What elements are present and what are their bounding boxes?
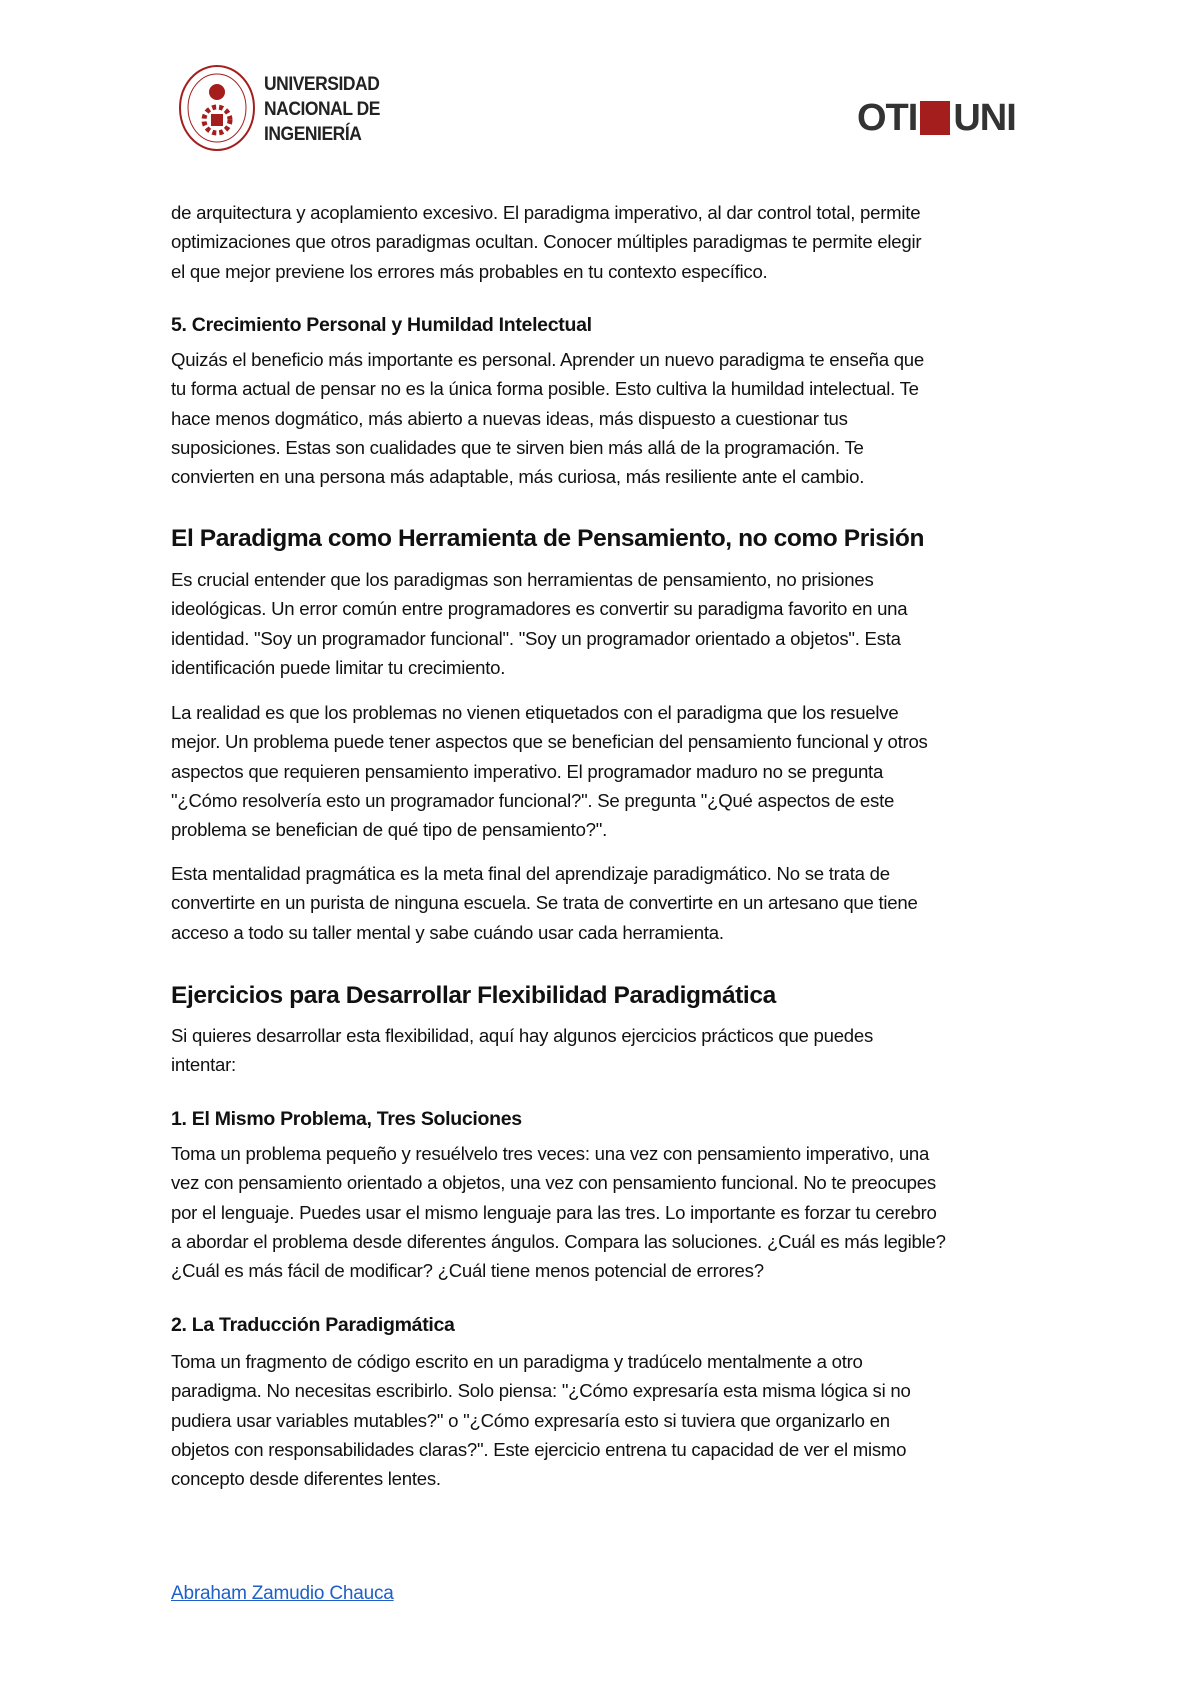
text-line: hace menos dogmático, más abierto a nuevas ideas, más dispuesto a cuestionar tus: [171, 407, 848, 429]
text-line: "¿Cómo resolvería esto un programador funcional?". Se pregunta "¿Qué aspectos de este: [171, 789, 895, 811]
oti-uni-logo: [857, 96, 1016, 139]
text-line: mejor. Un problema puede tener aspectos que se benefician del pensamiento funcional y otros: [171, 731, 928, 753]
paragraph: [171, 1139, 1041, 1285]
text-line: el que mejor previene los errores más probables en tu contexto específico.: [171, 260, 768, 282]
text-line: La realidad es que los problemas no vienen etiquetados con el paradigma que los resuelve: [171, 702, 899, 723]
logo-line: NACIONAL DE: [264, 99, 381, 120]
text-line: de arquitectura y acoplamiento excesivo. El paradigma imperativo, al dar control total, permite: [171, 202, 921, 223]
paragraph: [171, 198, 1041, 286]
text-line: concepto desde diferentes lentes.: [171, 1468, 441, 1490]
text-line: Esta mentalidad pragmática es la meta final del aprendizaje paradigmático. No se trata de: [171, 863, 890, 884]
text-line: a abordar el problema desde diferentes ángulos. Compara las soluciones. ¿Cuál es más legible?: [171, 1230, 946, 1252]
university-seal-icon: [178, 64, 256, 152]
text-line: Toma un problema pequeño y resuélvelo tres veces: una vez con pensamiento imperativo, una: [171, 1143, 930, 1164]
paragraph: [171, 1021, 1041, 1080]
logo-line: INGENIERÍA: [264, 124, 362, 145]
paragraph: [171, 859, 1041, 947]
paragraph: [171, 698, 1041, 844]
text-line: identidad. "Soy un programador funcional". "Soy un programador orientado a objetos". Esta: [171, 627, 901, 649]
section-title: El Paradigma como Herramienta de Pensamiento, no como Prisión: [171, 525, 925, 552]
text-line: problema se benefician de qué tipo de pensamiento?".: [171, 819, 608, 841]
section-heading: 1. El Mismo Problema, Tres Soluciones: [171, 1108, 522, 1130]
text-line: objetos con responsabilidades claras?". Este ejercicio entrena tu capacidad de ver el mismo: [171, 1438, 907, 1460]
text-line: convierten en una persona más adaptable, más curiosa, más resiliente ante el cambio.: [171, 466, 865, 488]
text-line: aspectos que requieren pensamiento imperativo. El programador maduro no se pregunta: [171, 760, 884, 782]
text-line: ideológicas. Un error común entre programadores es convertir su paradigma favorito en una: [171, 598, 908, 620]
section-title: Ejercicios para Desarrollar Flexibilidad Paradigmática: [171, 982, 776, 1009]
text-line: Es crucial entender que los paradigmas son herramientas de pensamiento, no prisiones: [171, 569, 874, 590]
text-line: Toma un fragmento de código escrito en un paradigma y tradúcelo mentalmente a otro: [171, 1351, 863, 1372]
paragraph: [171, 1347, 1041, 1493]
university-name-logo: [264, 72, 380, 147]
section-heading: 5. Crecimiento Personal y Humildad Intelectual: [171, 314, 592, 336]
oti-logo-mark-icon: [920, 101, 950, 135]
paragraph: [171, 565, 1041, 682]
text-line: ¿Cuál es más fácil de modificar? ¿Cuál tiene menos potencial de errores?: [171, 1260, 764, 1282]
text-line: convertirte en un purista de ninguna escuela. Se trata de convertirte en un artesano que tiene: [171, 892, 918, 914]
oti-logo-left: OTI: [857, 96, 918, 139]
text-line: Si quieres desarrollar esta flexibilidad, aquí hay algunos ejercicios prácticos que puedes: [171, 1025, 874, 1046]
text-line: intentar:: [171, 1054, 236, 1076]
text-line: tu forma actual de pensar no es la única forma posible. Esto cultiva la humildad intelectual. Te: [171, 378, 919, 400]
text-line: suposiciones. Estas son cualidades que te sirven bien más allá de la programación. Te: [171, 436, 864, 458]
author-link[interactable]: Abraham Zamudio Chauca: [171, 1583, 394, 1604]
text-line: por el lenguaje. Puedes usar el mismo lenguaje para las tres. Lo importante es forzar tu cerebro: [171, 1201, 937, 1223]
text-line: acceso a todo su taller mental y sabe cuándo usar cada herramienta.: [171, 921, 724, 943]
text-line: identificación puede limitar tu crecimiento.: [171, 656, 506, 678]
section-heading: 2. La Traducción Paradigmática: [171, 1314, 455, 1336]
text-line: vez con pensamiento orientado a objetos, una vez con pensamiento funcional. No te preocupes: [171, 1172, 936, 1194]
paragraph: [171, 345, 1041, 491]
logo-line: UNIVERSIDAD: [264, 74, 380, 95]
text-line: paradigma. No necesitas escribirlo. Solo piensa: "¿Cómo expresaría esta misma lógica si no: [171, 1380, 911, 1402]
text-line: Quizás el beneficio más importante es personal. Aprender un nuevo paradigma te enseña que: [171, 349, 924, 370]
text-line: pudiera usar variables mutables?" o "¿Cómo expresaría esto si tuviera que organizarlo en: [171, 1409, 890, 1431]
text-line: optimizaciones que otros paradigmas ocultan. Conocer múltiples paradigmas te permite elegir: [171, 231, 922, 253]
oti-logo-right: UNI: [953, 96, 1016, 139]
